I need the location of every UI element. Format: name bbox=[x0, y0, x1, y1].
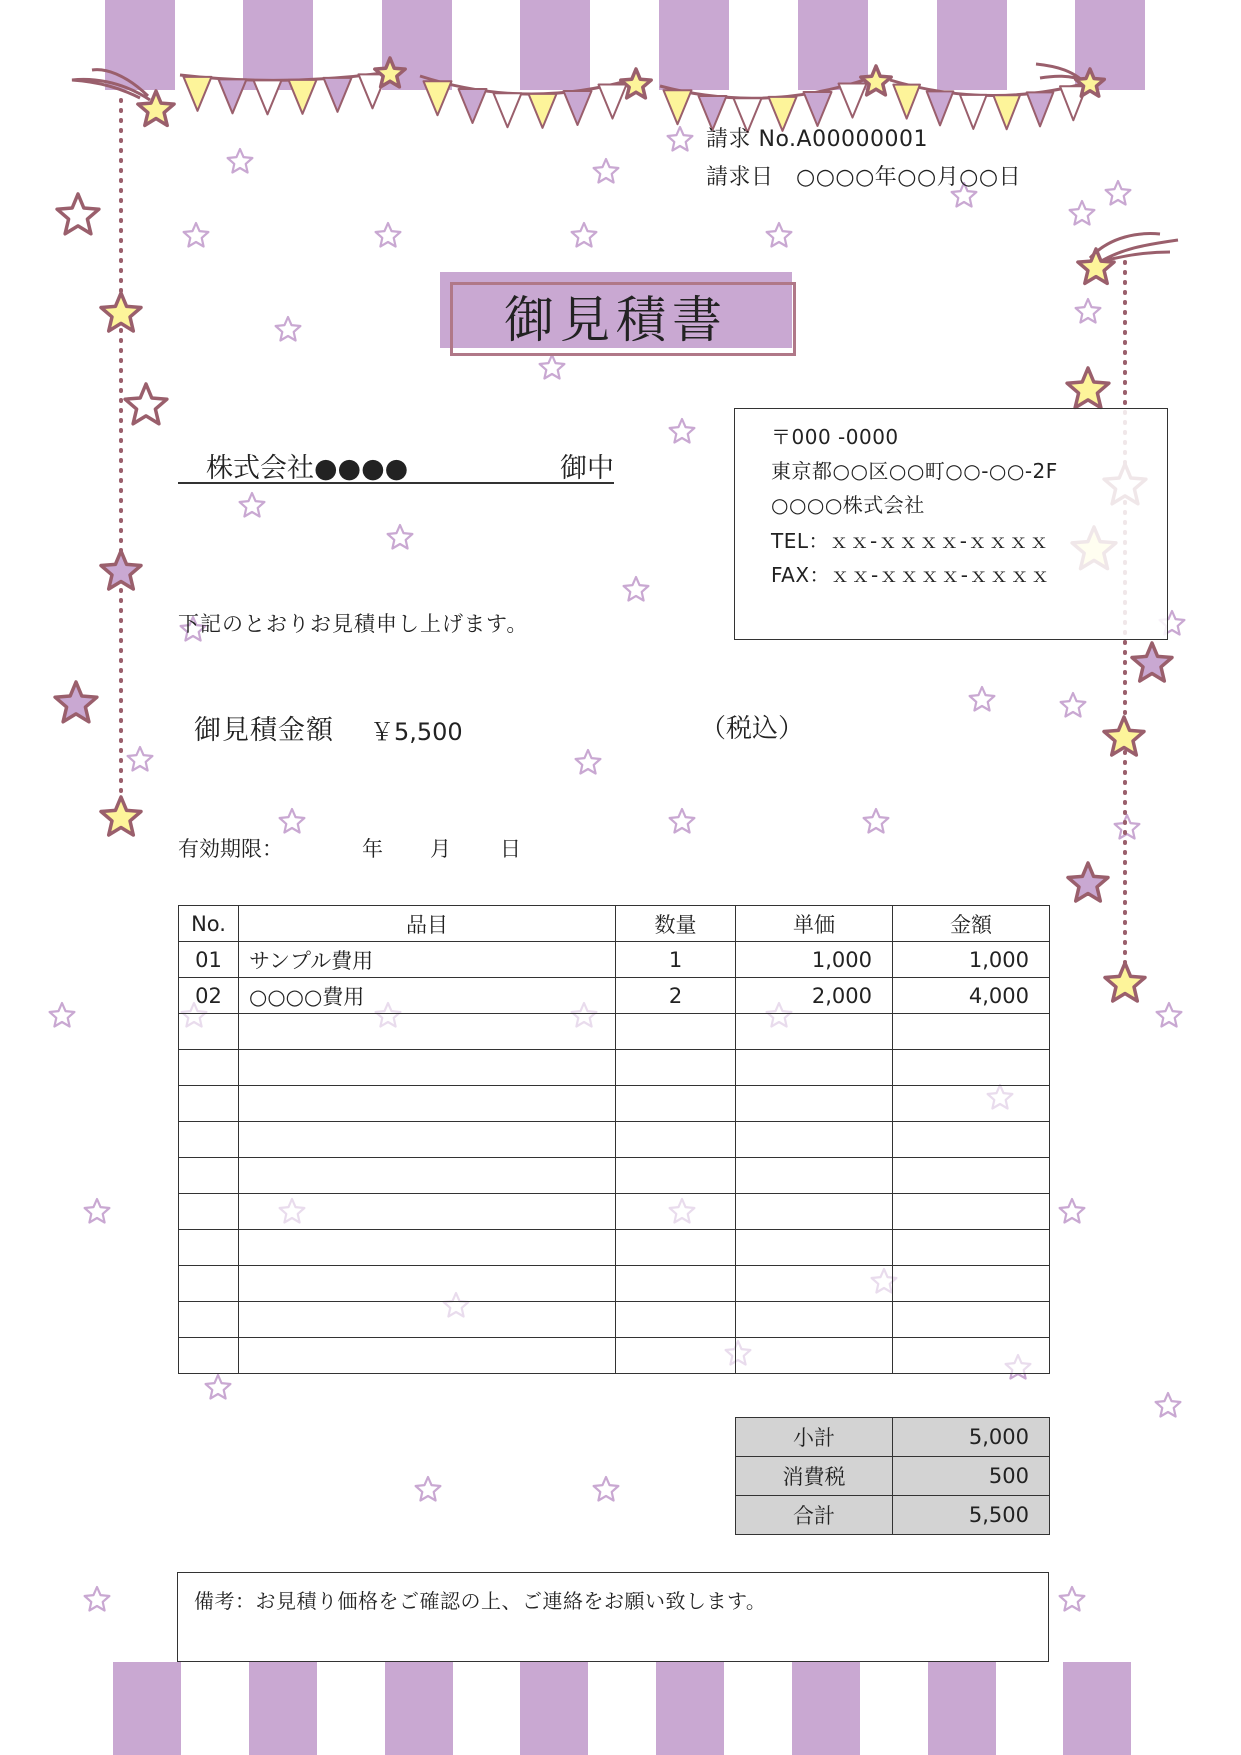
table-row bbox=[179, 942, 1050, 978]
cell-price bbox=[736, 1086, 893, 1122]
cell-amount bbox=[893, 1266, 1050, 1302]
issuer-company: ○○○○株式会社 bbox=[771, 493, 925, 517]
tax-value: 500 bbox=[893, 1457, 1050, 1496]
table-row bbox=[179, 1230, 1050, 1266]
issuer-box bbox=[734, 408, 1168, 640]
header-no: No. bbox=[179, 906, 239, 942]
total-value: 5,500 bbox=[893, 1496, 1050, 1535]
cell-amount bbox=[893, 1302, 1050, 1338]
lead-text: 下記のとおりお見積申し上げます。 bbox=[178, 612, 529, 636]
table-row bbox=[179, 978, 1050, 1014]
cell-no bbox=[179, 1266, 239, 1302]
total-row bbox=[736, 1496, 1050, 1535]
tax-row bbox=[736, 1457, 1050, 1496]
totals-table bbox=[735, 1417, 1050, 1535]
cell-item bbox=[239, 1338, 616, 1374]
cell-amount bbox=[893, 1230, 1050, 1266]
cell-qty bbox=[616, 1266, 736, 1302]
cell-qty bbox=[616, 1338, 736, 1374]
cell-item bbox=[239, 1050, 616, 1086]
subtotal-value: 5,000 bbox=[893, 1418, 1050, 1457]
cell-item bbox=[239, 1266, 616, 1302]
table-row bbox=[179, 1122, 1050, 1158]
validity-label: 有効期限： bbox=[178, 837, 283, 861]
issuer-address: 東京都○○区○○町○○-○○-2F bbox=[771, 459, 1058, 483]
cell-no bbox=[179, 1194, 239, 1230]
cell-qty bbox=[616, 1230, 736, 1266]
cell-no bbox=[179, 1302, 239, 1338]
cell-item bbox=[239, 1014, 616, 1050]
header-amount: 金額 bbox=[893, 906, 1050, 942]
table-row bbox=[179, 1266, 1050, 1302]
cell-no bbox=[179, 1086, 239, 1122]
invoice-date: 請求日 ○○○○年○○月○○日 bbox=[706, 165, 1022, 190]
issuer-postal: 〒000 -0000 bbox=[771, 425, 899, 449]
recipient-honorific: 御中 bbox=[560, 453, 614, 484]
cell-price bbox=[736, 1266, 893, 1302]
issuer-tel: TEL：ｘｘ-ｘｘｘｘ-ｘｘｘｘ bbox=[771, 529, 1050, 553]
table-row bbox=[179, 1194, 1050, 1230]
cell-qty bbox=[616, 1086, 736, 1122]
cell-price bbox=[736, 1230, 893, 1266]
cell-amount bbox=[893, 1086, 1050, 1122]
cell-price bbox=[736, 1014, 893, 1050]
cell-amount: 1,000 bbox=[893, 942, 1050, 978]
tax-label: 消費税 bbox=[736, 1457, 893, 1496]
cell-price bbox=[736, 1194, 893, 1230]
amount-value: ￥5,500 bbox=[370, 718, 463, 746]
table-row bbox=[179, 1338, 1050, 1374]
table-header-row bbox=[179, 906, 1050, 942]
cell-qty bbox=[616, 1158, 736, 1194]
cell-amount: 4,000 bbox=[893, 978, 1050, 1014]
cell-price bbox=[736, 1158, 893, 1194]
remarks-text: 備考：お見積り価格をご確認の上、ご連絡をお願い致します。 bbox=[194, 1589, 767, 1613]
cell-item bbox=[239, 1194, 616, 1230]
cell-price: 2,000 bbox=[736, 978, 893, 1014]
cell-amount bbox=[893, 1194, 1050, 1230]
cell-qty bbox=[616, 1050, 736, 1086]
table-row bbox=[179, 1050, 1050, 1086]
cell-qty bbox=[616, 1014, 736, 1050]
cell-no bbox=[179, 1122, 239, 1158]
issuer-fax: FAX：ｘｘ-ｘｘｘｘ-ｘｘｘｘ bbox=[771, 563, 1051, 587]
cell-price bbox=[736, 1050, 893, 1086]
cell-item bbox=[239, 1302, 616, 1338]
cell-item bbox=[239, 1230, 616, 1266]
subtotal-label: 小計 bbox=[736, 1418, 893, 1457]
header-price: 単価 bbox=[736, 906, 893, 942]
total-label: 合計 bbox=[736, 1496, 893, 1535]
validity-month: 月 bbox=[430, 837, 451, 861]
cell-amount bbox=[893, 1050, 1050, 1086]
document-title: 御見積書 bbox=[504, 291, 728, 349]
cell-price bbox=[736, 1302, 893, 1338]
cell-no bbox=[179, 1158, 239, 1194]
table-row bbox=[179, 1086, 1050, 1122]
cell-qty bbox=[616, 1122, 736, 1158]
table-row bbox=[179, 1014, 1050, 1050]
cell-price: 1,000 bbox=[736, 942, 893, 978]
cell-item bbox=[239, 1122, 616, 1158]
remarks-box bbox=[177, 1572, 1049, 1662]
header-qty: 数量 bbox=[616, 906, 736, 942]
cell-item bbox=[239, 1086, 616, 1122]
cell-item: サンプル費用 bbox=[239, 942, 616, 978]
table-row bbox=[179, 1302, 1050, 1338]
subtotal-row bbox=[736, 1418, 1050, 1457]
tax-note: （税込） bbox=[700, 714, 805, 744]
cell-no: 02 bbox=[179, 978, 239, 1014]
invoice-number: 請求 No.A00000001 bbox=[706, 127, 929, 152]
cell-amount bbox=[893, 1158, 1050, 1194]
cell-price bbox=[736, 1122, 893, 1158]
cell-amount bbox=[893, 1338, 1050, 1374]
cell-no bbox=[179, 1014, 239, 1050]
recipient-line bbox=[178, 442, 614, 484]
cell-qty bbox=[616, 1194, 736, 1230]
cell-amount bbox=[893, 1014, 1050, 1050]
items-table bbox=[178, 905, 1050, 1374]
document-title-block bbox=[440, 272, 800, 358]
cell-price bbox=[736, 1338, 893, 1374]
cell-item bbox=[239, 1158, 616, 1194]
cell-item: ○○○○費用 bbox=[239, 978, 616, 1014]
amount-label: 御見積金額 bbox=[194, 715, 334, 746]
header-item: 品目 bbox=[239, 906, 616, 942]
cell-no bbox=[179, 1338, 239, 1374]
table-row bbox=[179, 1158, 1050, 1194]
cell-qty bbox=[616, 1302, 736, 1338]
cell-qty: 1 bbox=[616, 942, 736, 978]
recipient-name: 株式会社●●●● bbox=[206, 453, 409, 484]
validity-day: 日 bbox=[500, 837, 521, 861]
cell-no bbox=[179, 1050, 239, 1086]
cell-qty: 2 bbox=[616, 978, 736, 1014]
cell-amount bbox=[893, 1122, 1050, 1158]
cell-no bbox=[179, 1230, 239, 1266]
cell-no: 01 bbox=[179, 942, 239, 978]
validity-year: 年 bbox=[362, 837, 383, 861]
